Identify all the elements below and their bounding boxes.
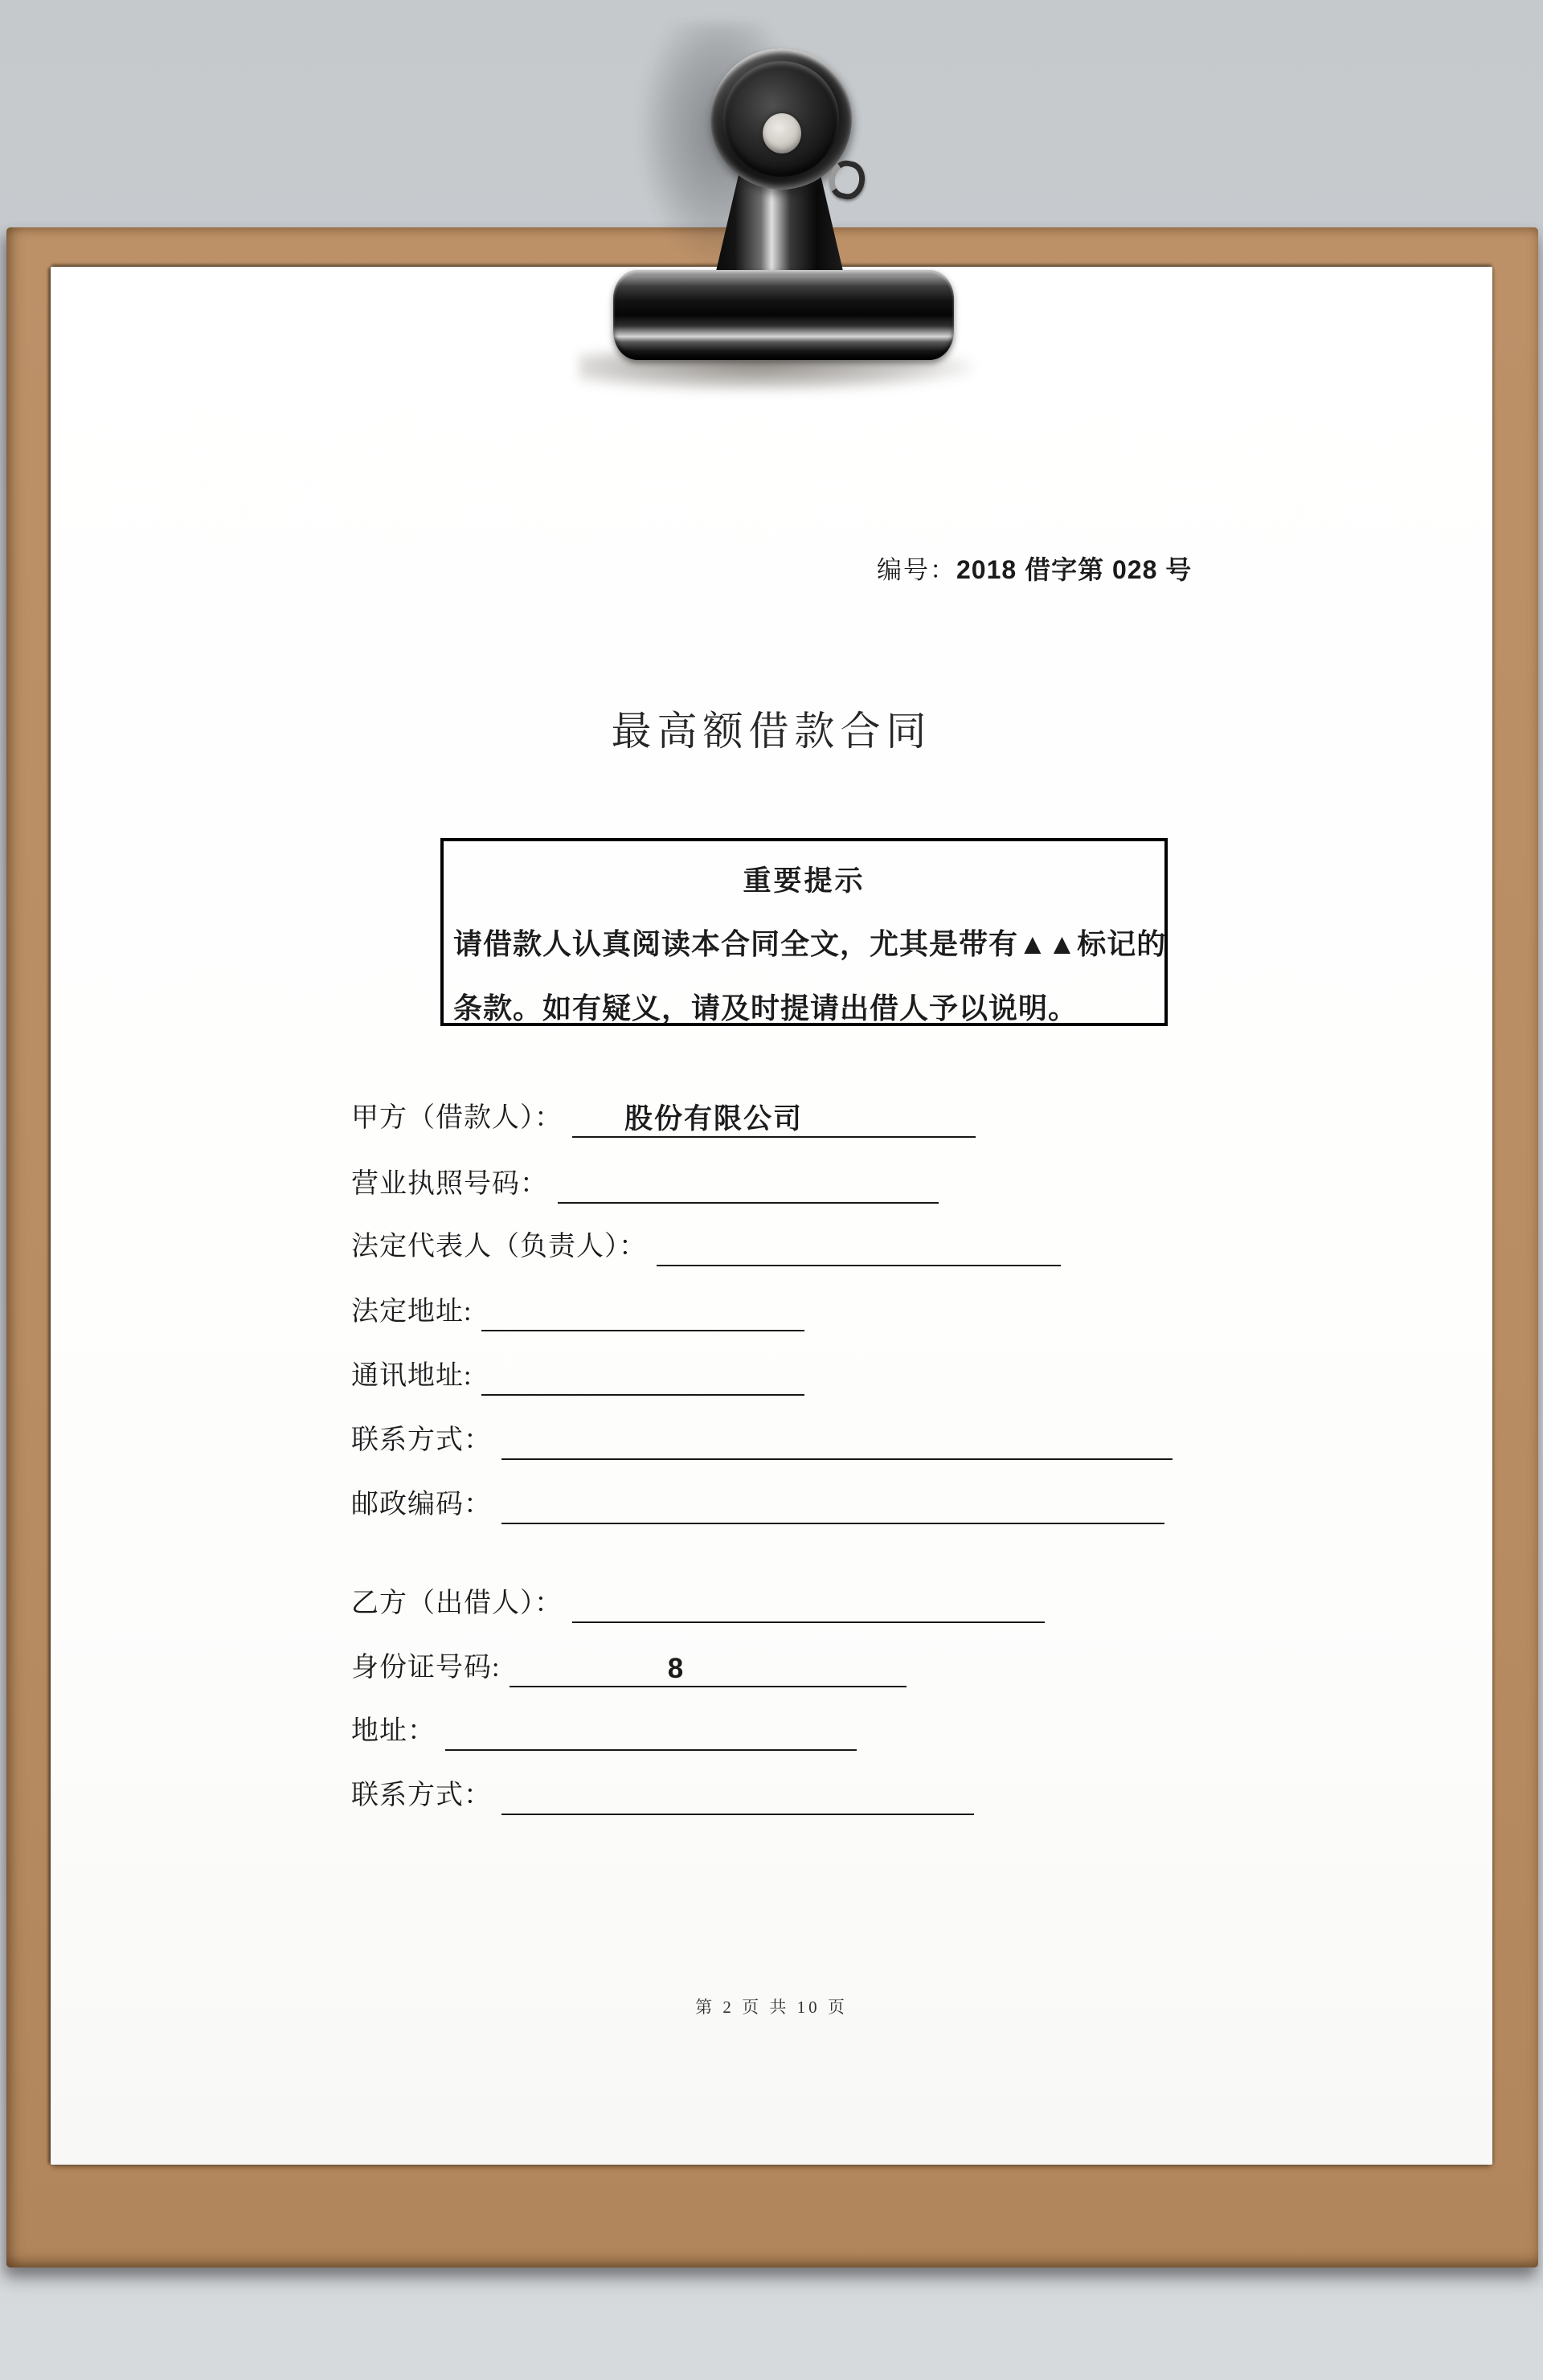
important-notice-box xyxy=(440,838,1168,1026)
field-postal-code xyxy=(351,1484,1164,1524)
doc-number-label: 编号： xyxy=(877,556,956,584)
field-mailing-address xyxy=(351,1356,804,1396)
field-blank-line xyxy=(558,1165,939,1204)
notice-text-line: 条款。如有疑义，请及时提请出借人予以说明。 xyxy=(453,992,1078,1024)
field-legal-representative xyxy=(351,1226,1061,1266)
field-label: 联系方式： xyxy=(351,1781,492,1810)
page-title: 最高额借款合同 xyxy=(611,709,932,754)
field-blank-line xyxy=(481,1357,804,1396)
notice-heading: 重要提示 xyxy=(743,865,866,897)
field-blank-line xyxy=(501,1421,1173,1460)
field-label: 乙方（出借人）： xyxy=(351,1589,563,1618)
field-blank-line xyxy=(501,1777,974,1815)
field-id-number xyxy=(351,1647,907,1687)
field-contact-a xyxy=(351,1420,1173,1460)
doc-number-value: 2018 借字第 028 号 xyxy=(956,555,1193,584)
field-business-license xyxy=(351,1163,939,1204)
clip-bar xyxy=(613,270,954,360)
field-contact-b xyxy=(351,1775,974,1815)
field-address-b xyxy=(351,1711,857,1751)
field-legal-address xyxy=(351,1291,804,1331)
doc-number-line xyxy=(877,550,1192,587)
field-label: 法定地址: xyxy=(351,1297,473,1327)
field-blank-line: 8 xyxy=(510,1650,907,1687)
field-party-a xyxy=(351,1098,976,1138)
field-blank-line xyxy=(657,1228,1061,1266)
field-label: 法定代表人（负责人）： xyxy=(351,1232,647,1262)
field-label: 身份证号码: xyxy=(351,1653,501,1683)
clip-hole xyxy=(763,113,801,153)
field-party-b xyxy=(351,1583,1045,1623)
field-blank-line xyxy=(572,1585,1045,1623)
field-label: 联系方式： xyxy=(351,1425,492,1455)
field-label: 甲方（借款人）： xyxy=(351,1103,563,1133)
page-number: 第 2 页 共 10 页 xyxy=(695,1998,848,2017)
notice-text-line: 请借款人认真阅读本合同全文，尤其是带有▲▲标记的 xyxy=(453,928,1167,960)
field-blank-line xyxy=(481,1293,804,1331)
field-blank-line: 股份有限公司 xyxy=(572,1101,976,1138)
field-label: 通讯地址: xyxy=(351,1361,473,1391)
contract-page xyxy=(51,267,1492,2165)
field-label: 地址： xyxy=(351,1716,436,1746)
field-label: 邮政编码： xyxy=(351,1490,492,1519)
field-blank-line xyxy=(445,1712,857,1751)
field-label: 营业执照号码： xyxy=(351,1169,548,1199)
field-blank-line xyxy=(501,1486,1164,1524)
